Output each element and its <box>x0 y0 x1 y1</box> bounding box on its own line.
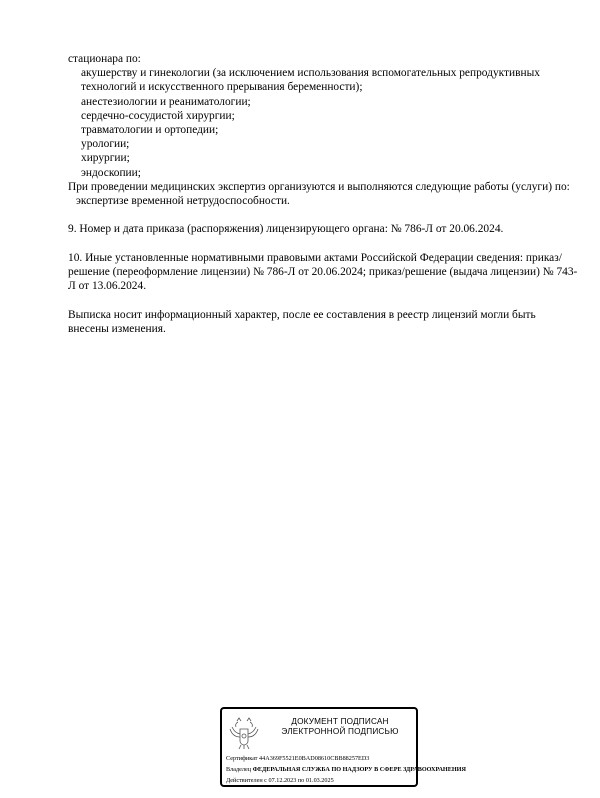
stamp-title: ДОКУМЕНТ ПОДПИСАН ЭЛЕКТРОННОЙ ПОДПИСЬЮ <box>281 717 399 736</box>
item-10-other-info: 10. Иные установленные нормативными правовыми актами Российской Федерации сведения: приказ/решение (переоформление лицензии) № 786-Л от 20.06.2024; приказ/решение (выдача лицензии) № 743-Л от 13.06.2024. <box>68 251 578 293</box>
certificate-line: Сертификат 44A369F5521E0BAD08610CBB88257ED3 <box>226 755 370 762</box>
valid-to-date: 01.03.2025 <box>305 777 334 784</box>
valid-from-date: 07.12.2023 <box>268 777 297 784</box>
item-9-order-number: 9. Номер и дата приказа (распоряжения) лицензирующего органа: № 786-Л от 20.06.2024. <box>68 223 504 236</box>
owner-name: ФЕДЕРАЛЬНАЯ СЛУЖБА ПО НАДЗОРУ В СФЕРЕ ЗДРАВООХРАНЕНИЯ <box>252 766 466 773</box>
text-line: урологии; <box>81 138 130 151</box>
text-line: травматологии и ортопедии; <box>81 124 219 137</box>
text-line: хирургии; <box>81 152 130 165</box>
text-line: экспертизе временной нетрудоспособности. <box>76 195 290 208</box>
double-headed-eagle-emblem-icon <box>228 715 260 751</box>
text-line: эндоскопии; <box>81 166 141 179</box>
text-line: анестезиологии и реаниматологии; <box>81 95 251 108</box>
text-line: При проведении медицинских экспертиз организуются и выполняются следующие работы (услуги) по: <box>68 180 570 193</box>
license-extract-text <box>68 52 578 336</box>
text-line: сердечно-сосудистой хирургии; <box>81 109 235 122</box>
owner-line: Владелец ФЕДЕРАЛЬНАЯ СЛУЖБА ПО НАДЗОРУ В СФЕРЕ ЗДРАВООХРАНЕНИЯ <box>226 766 466 773</box>
electronic-signature-stamp <box>220 707 466 787</box>
certificate-serial: 44A369F5521E0BAD08610CBB88257ED3 <box>259 755 370 762</box>
validity-line: Действителен с 07.12.2023 по 01.03.2025 <box>226 777 334 784</box>
text-line: стационара по: <box>68 53 141 65</box>
disclaimer-note: Выписка носит информационный характер, после ее составления в реестр лицензий могли быть внесены изменения. <box>68 308 536 335</box>
text-line: акушерству и гинекологии (за исключением использования вспомогательных репродуктивных технологий и искусственного прерывания беременности); <box>81 67 540 94</box>
